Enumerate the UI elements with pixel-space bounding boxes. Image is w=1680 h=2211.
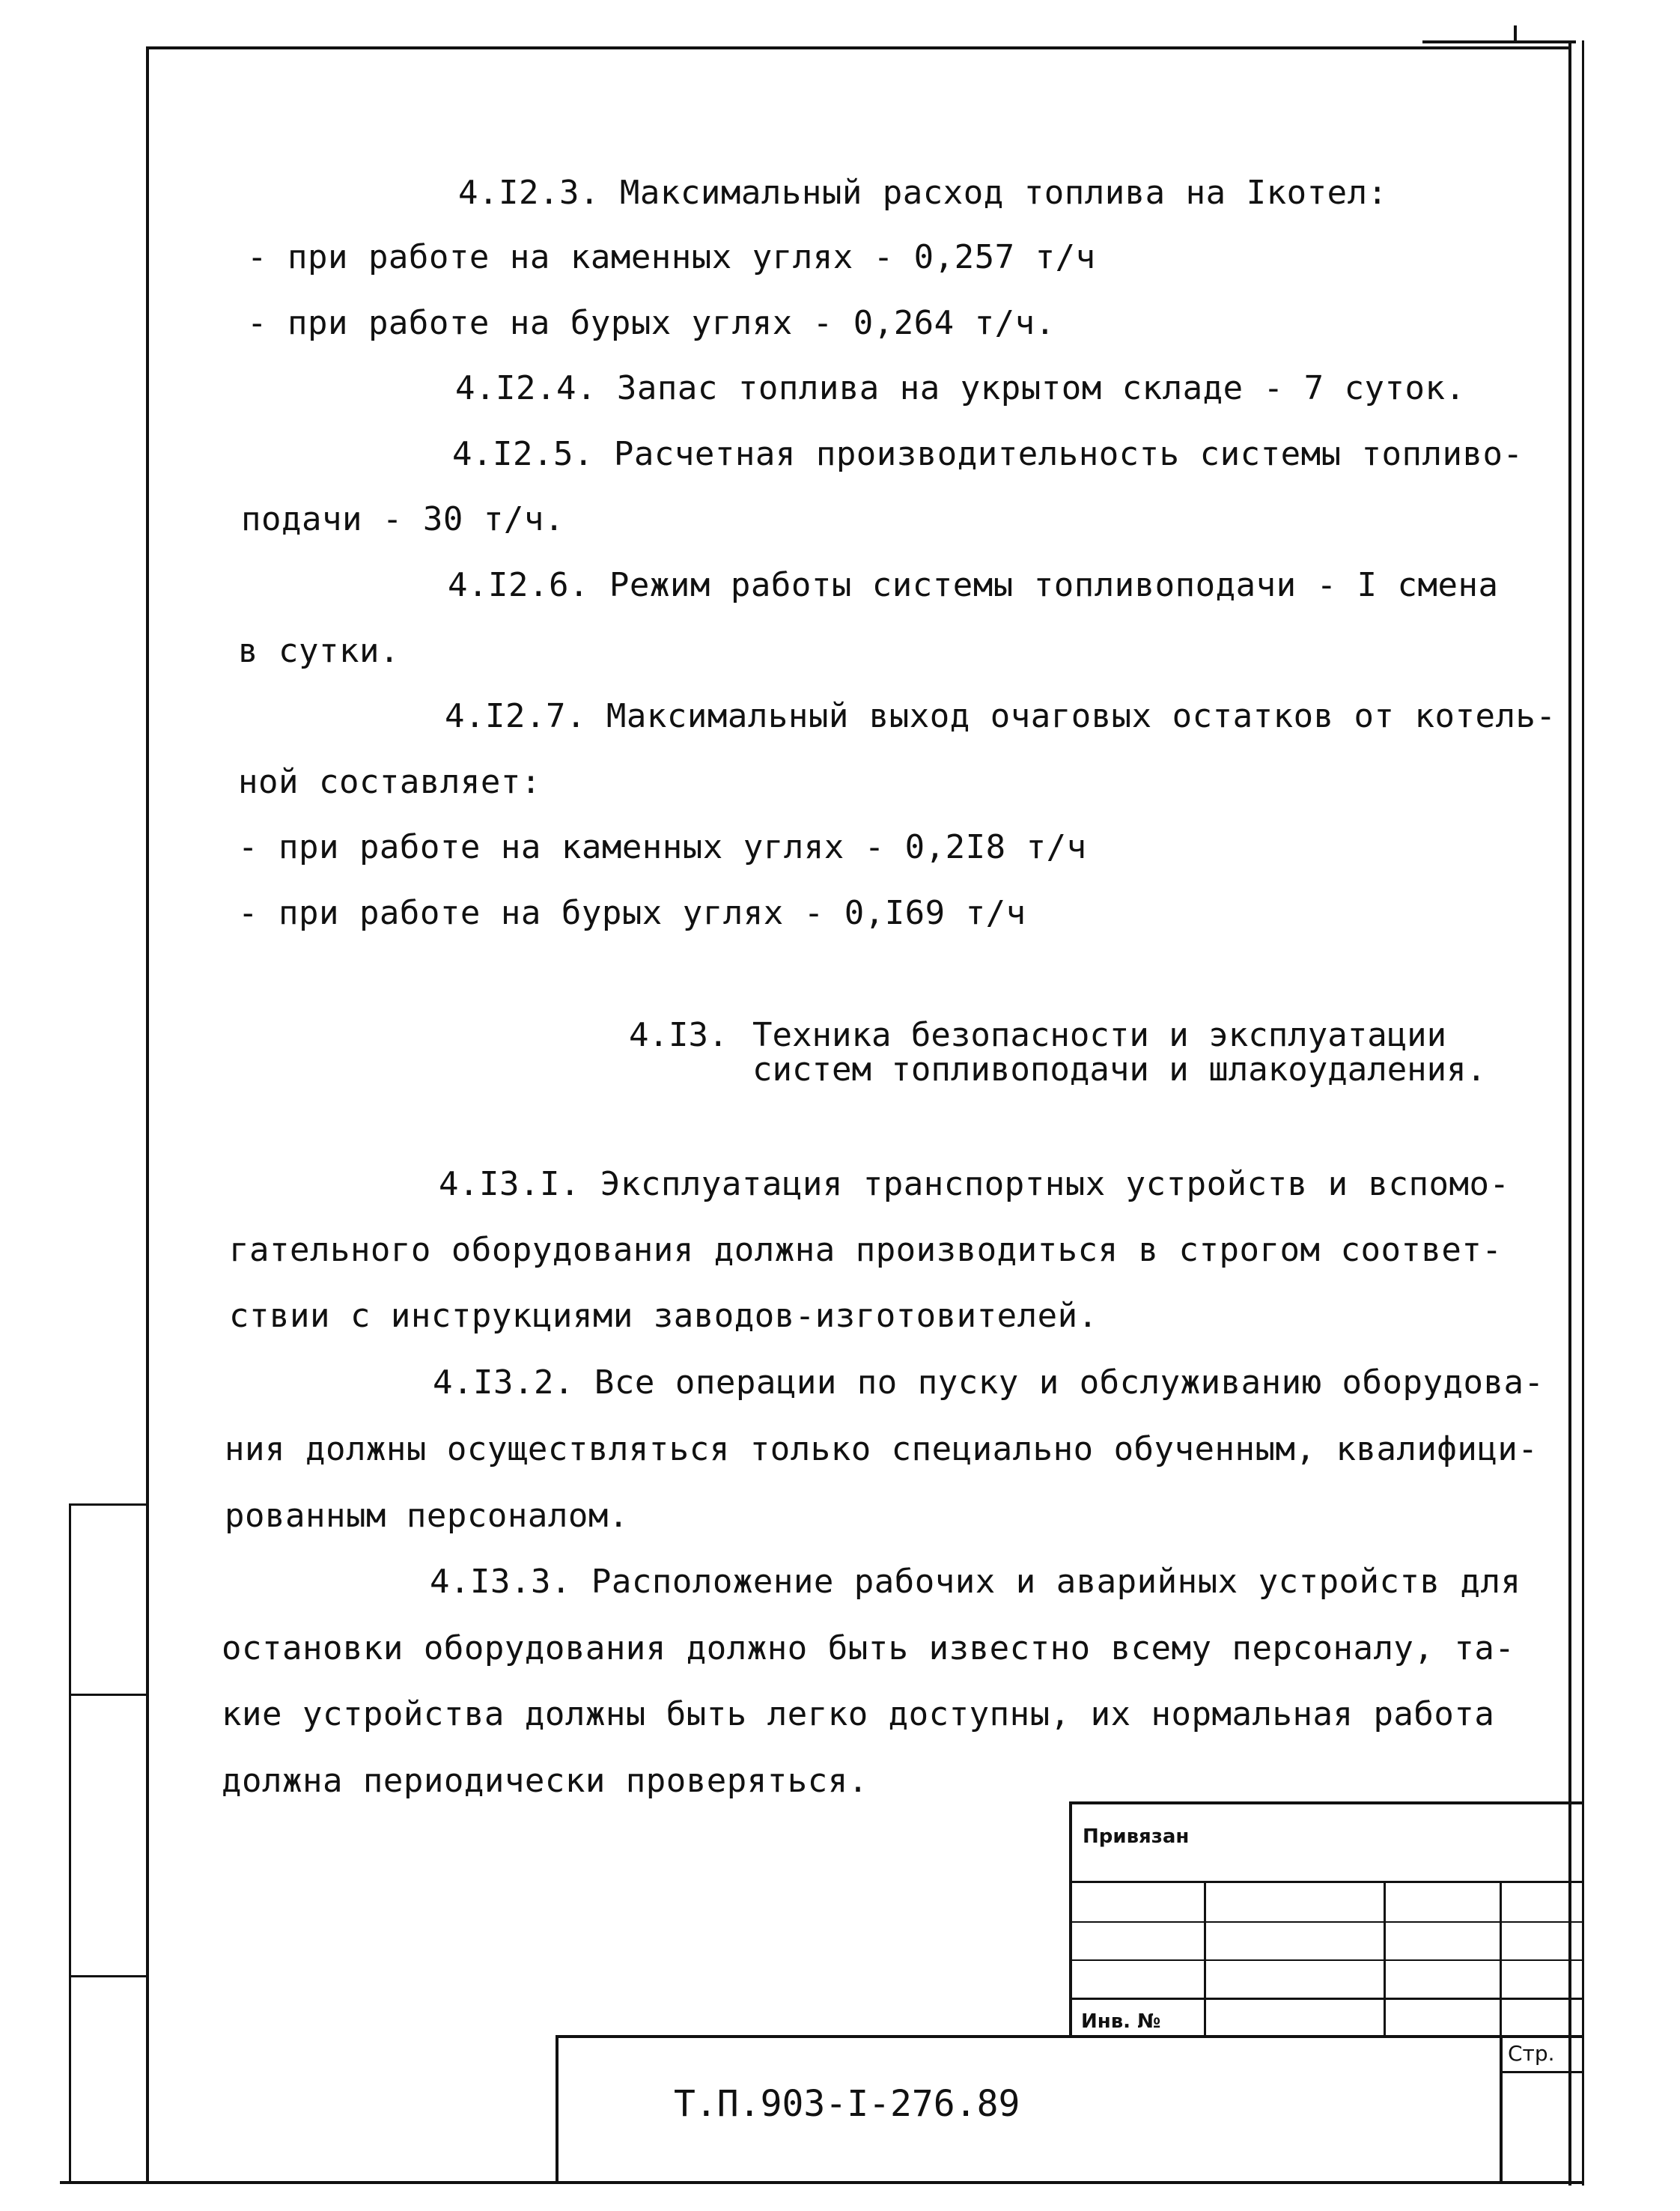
frame-top-border xyxy=(146,46,1568,49)
stamp-vline-1 xyxy=(1204,1881,1206,2037)
paragraph-line: ной составляет: xyxy=(238,763,541,801)
paragraph-4-12-7: 4.I2.7. Максимальный выход очаговых остатков от котель- xyxy=(445,697,1556,735)
stamp-hline-4 xyxy=(1069,1998,1583,2000)
stamp-page-divider xyxy=(1500,2035,1503,2183)
paragraph-4-13-3: 4.I3.3. Расположение рабочих и аварийных устройств для xyxy=(430,1563,1521,1601)
frame-bottom-border xyxy=(60,2181,1583,2184)
paragraph-4-12-6: 4.I2.6. Режим работы системы топливоподачи - I смена xyxy=(448,566,1499,604)
paragraph-4-13-2: 4.I3.2. Все операции по пуску и обслуживанию оборудова- xyxy=(433,1363,1544,1402)
paragraph-line: рованным персоналом. xyxy=(225,1497,629,1535)
page-label: Стр. xyxy=(1508,2041,1555,2066)
bound-label: Привязан xyxy=(1083,1825,1190,1848)
binding-strip-outer xyxy=(69,1503,71,2181)
frame-top-tick xyxy=(1514,25,1517,42)
frame-top-border-right xyxy=(1422,40,1576,43)
binding-strip-line-2 xyxy=(69,1694,147,1696)
paragraph-line: кие устройства должны быть легко доступны, их нормальная работа xyxy=(222,1695,1495,1733)
paragraph-line: ствии с инструкциями заводов-изготовителей. xyxy=(229,1297,1098,1335)
paragraph-line: должна периодически проверяться. xyxy=(222,1762,868,1800)
stamp-page-label-line xyxy=(1500,2071,1583,2073)
frame-left-border xyxy=(146,46,149,2184)
stamp-hline-1 xyxy=(1069,1881,1583,1883)
section-heading-line-2: систем топливоподачи и шлакоудаления. xyxy=(752,1050,1487,1089)
paragraph-line: ния должны осуществляться только специально обученным, квалифици- xyxy=(225,1430,1539,1468)
binding-strip-line-3 xyxy=(69,1975,147,1977)
frame-right-border-outer xyxy=(1582,40,1584,2186)
paragraph-4-12-5: 4.I2.5. Расчетная производительность системы топливо- xyxy=(452,435,1524,473)
section-heading-number: 4.I3. xyxy=(629,1016,728,1054)
frame-right-border-inner xyxy=(1568,40,1571,2186)
inventory-label: Инв. № xyxy=(1081,2010,1161,2033)
binding-strip-line-1 xyxy=(69,1503,147,1506)
paragraph-line: подачи - 30 т/ч. xyxy=(241,500,564,538)
paragraph-4-13-1: 4.I3.I. Эксплуатация транспортных устройств и вспомо- xyxy=(439,1165,1510,1203)
stamp-left-border xyxy=(1069,1801,1072,2037)
section-heading-line-1: Техника безопасности и эксплуатации xyxy=(752,1016,1447,1054)
stamp-lower-left-border xyxy=(556,2035,559,2183)
stamp-vline-3 xyxy=(1500,1881,1502,2037)
paragraph-line: в сутки. xyxy=(238,632,400,670)
paragraph-line: гательного оборудования должна производиться в строгом соответ- xyxy=(229,1231,1503,1269)
stamp-vline-2 xyxy=(1384,1881,1386,2037)
paragraph-4-12-4: 4.I2.4. Запас топлива на укрытом складе - 7 суток. xyxy=(455,369,1466,407)
paragraph-line: остановки оборудования должно быть известно всему персоналу, та- xyxy=(222,1629,1515,1667)
stamp-hline-3 xyxy=(1069,1959,1583,1961)
stamp-lower-top-border xyxy=(556,2035,1583,2038)
paragraph-4-12-3: 4.I2.3. Максимальный расход топлива на Iкотел: xyxy=(458,174,1388,212)
document-code: Т.П.903-I-276.89 xyxy=(674,2083,1020,2125)
bullet-line: - при работе на каменных углях - 0,257 т/ч xyxy=(247,238,1096,276)
stamp-hline-2 xyxy=(1069,1921,1583,1923)
bullet-line: - при работе на бурых углях - 0,264 т/ч. xyxy=(247,304,1056,342)
bullet-line: - при работе на бурых углях - 0,I69 т/ч xyxy=(238,894,1026,932)
bullet-line: - при работе на каменных углях - 0,2I8 т/ч xyxy=(238,828,1087,866)
stamp-top-border xyxy=(1069,1801,1583,1804)
